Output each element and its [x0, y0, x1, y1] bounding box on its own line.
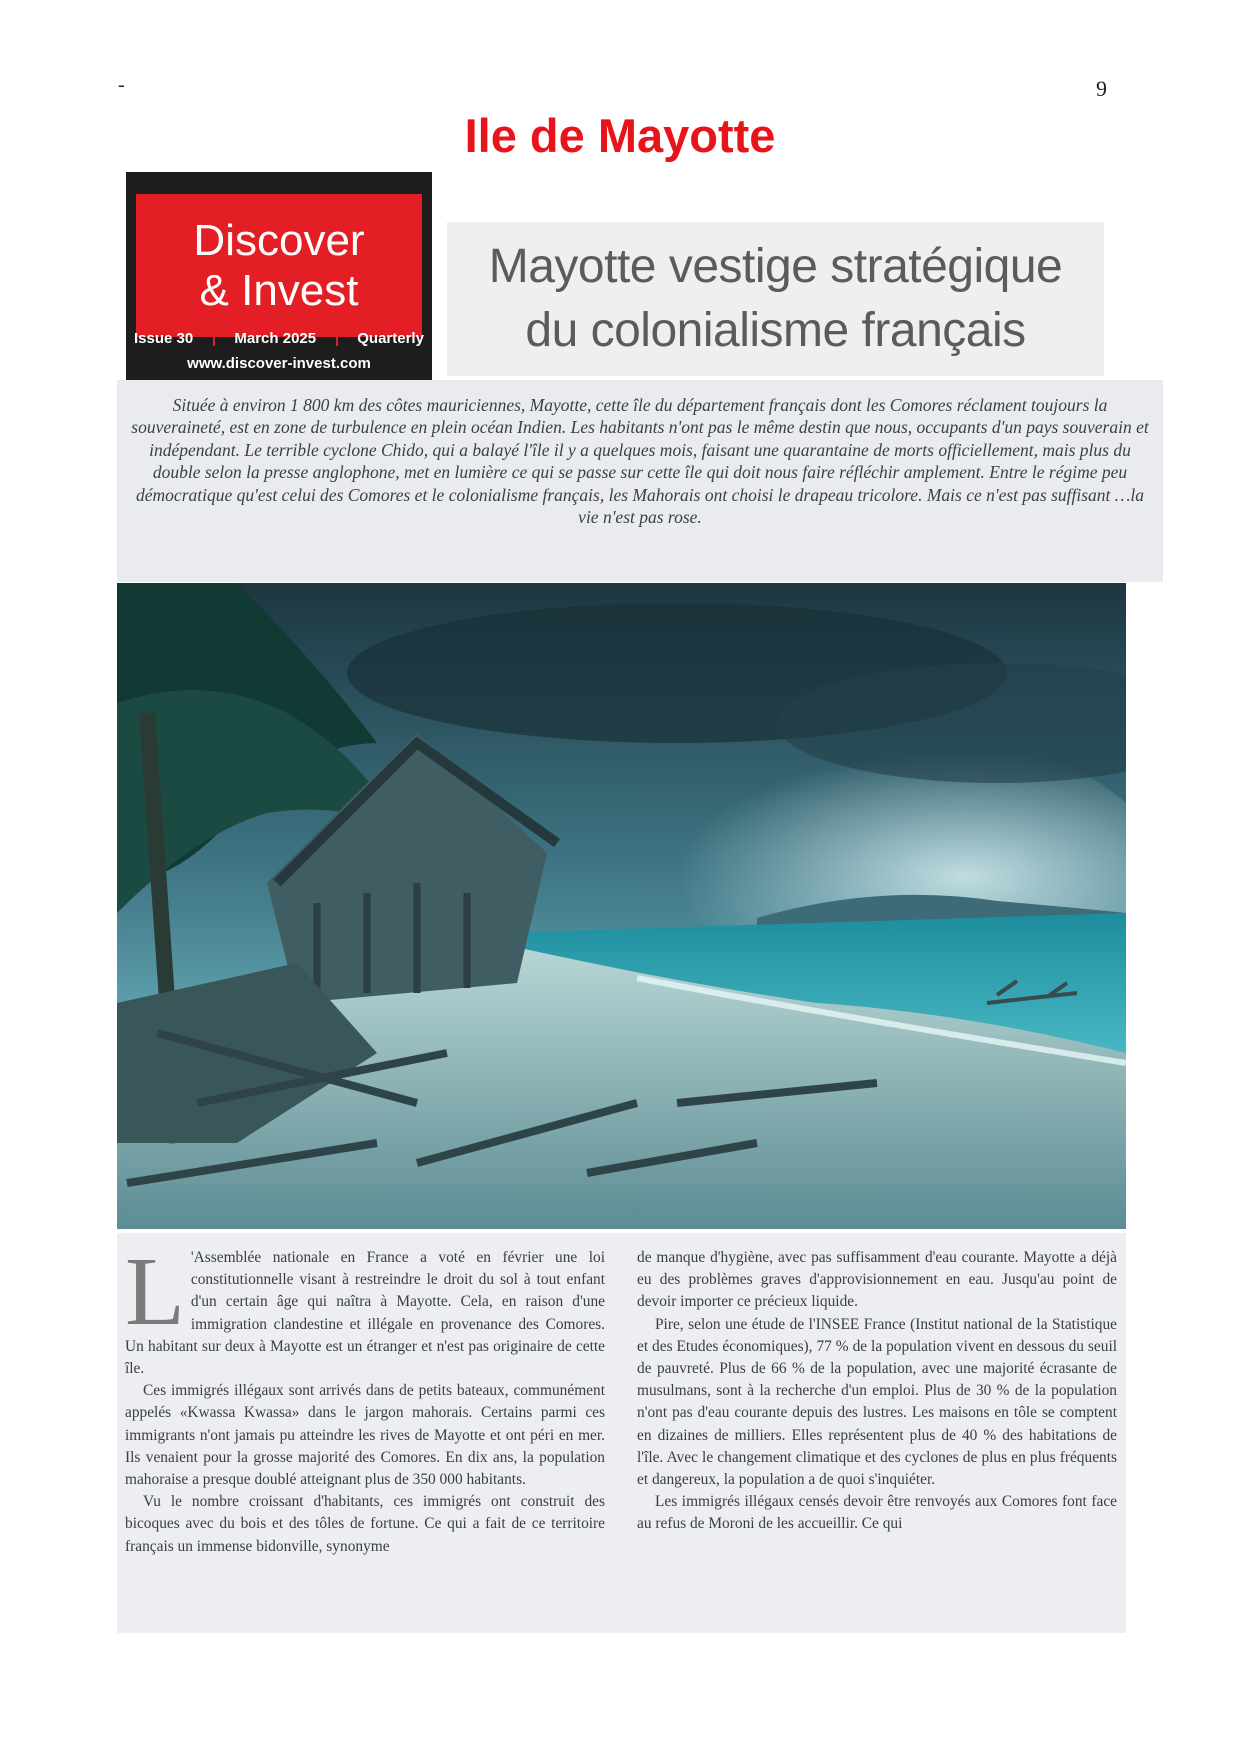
logo-url: www.discover-invest.com: [187, 355, 371, 372]
intro-box: [117, 380, 1163, 582]
logo-issue: Issue 30: [134, 330, 194, 347]
article-paragraph: Les immigrés illégaux censés devoir être renvoyés aux Comores font face au refus de Moroni de les accueillir. Ce qui: [637, 1493, 1117, 1533]
cyclone-beach-photo: [117, 583, 1126, 1229]
logo-frequency: Quarterly: [357, 330, 424, 347]
article-column-left: [125, 1238, 605, 1558]
logo-meta: [134, 330, 424, 347]
photo-illustration: [117, 583, 1126, 1229]
headline-line-2: du colonialisme français: [525, 304, 1026, 357]
article-headline: [447, 222, 1104, 376]
header-dash: -: [118, 74, 125, 96]
article-paragraph: de manque d'hygiène, avec pas suffisamment d'eau courante. Mayotte a déjà eu des problèmes graves d'approvisionnement en eau. Jusqu'au point de devoir importer ce précieux liquide.: [637, 1249, 1117, 1311]
logo-divider: [336, 330, 338, 346]
headline-line-1: Mayotte vestige stratégique: [488, 240, 1063, 293]
page-number: 9: [1096, 76, 1107, 101]
article-body: [117, 1233, 1126, 1633]
article-paragraph: Pire, selon une étude de l'INSEE France (Institut national de la Statistique et des Etudes économiques), 77 % de la population vivent en dessous du seuil de pauvreté. Plus de 66 % de la population, avec une majorité écrasante de musulmans, sont à la recherche d'un emploi. Plus de 30 % de la population n'ont pas d'eau courante depuis des lustres. Les maisons en tôle se comptent en dizaines de milliers. Elles représentent plus de 40 % des habitations de l'île. Avec le changement climatique et des cyclones de plus en plus fréquents et dangereux, la population a de quoi s'inquiéter.: [637, 1315, 1117, 1489]
article-column-right: [637, 1247, 1117, 1536]
article-paragraph: 'Assemblée nationale en France a voté en février une loi constitutionnelle visant à restreindre le droit du sol à tout enfant d'un certain âge qui naîtra à Mayotte. Cela, en raison d'une immigration clandestine et illégale en provenance des Comores. Un habitant sur deux à Mayotte est un étranger et n'est pas originaire de cette île.: [125, 1249, 605, 1378]
page-title: Ile de Mayotte: [464, 109, 776, 162]
magazine-logo: [126, 172, 432, 382]
logo-red-block: [136, 194, 422, 337]
article-paragraph: Ces immigrés illégaux sont arrivés dans de petits bateaux, communément appelés «Kwassa Kwassa» dans le jargon mahorais. Certains parmi ces immigrants n'ont jamais pu atteindre les rives de Mayotte et ont péri en mer. Ils venaient pour la grosse majorité des Comores. En dix ans, la population mahoraise a presque doublé atteignant plus de 350 000 habitants.: [125, 1382, 605, 1489]
article-paragraph: Vu le nombre croissant d'habitants, ces immigrés ont construit des bicoques avec du bois et des tôles de fortune. Ce qui a fait de ce territoire français un immense bidonville, synonyme: [125, 1493, 605, 1555]
dropcap: L: [125, 1238, 185, 1346]
logo-line-1: Discover: [193, 215, 365, 265]
logo-date: March 2025: [234, 330, 317, 347]
intro-text: Située à environ 1 800 km des côtes mauriciennes, Mayotte, cette île du département français dont les Comores réclament toujours la souveraineté, est en zone de turbulence en plein océan Indien. Les habitants n'ont pas le même destin que nous, occupants d'un pays souverain et indépendant. Le terrible cyclone Chido, qui a balayé l'île il y a quelques mois, faisant une quarantaine de morts officiellement, mais plus du double selon la presse anglophone, met en lumière ce qui se passe sur cette île qui doit nous faire réfléchir amplement. Entre le régime peu démocratique qu'est celui des Comores et le colonialisme français, les Mahorais ont choisi le drapeau tricolore. Mais ce n'est pas suffisant …la vie n'est pas rose.: [131, 395, 1149, 528]
logo-line-2: & Invest: [199, 265, 359, 315]
logo-divider: [213, 330, 215, 346]
